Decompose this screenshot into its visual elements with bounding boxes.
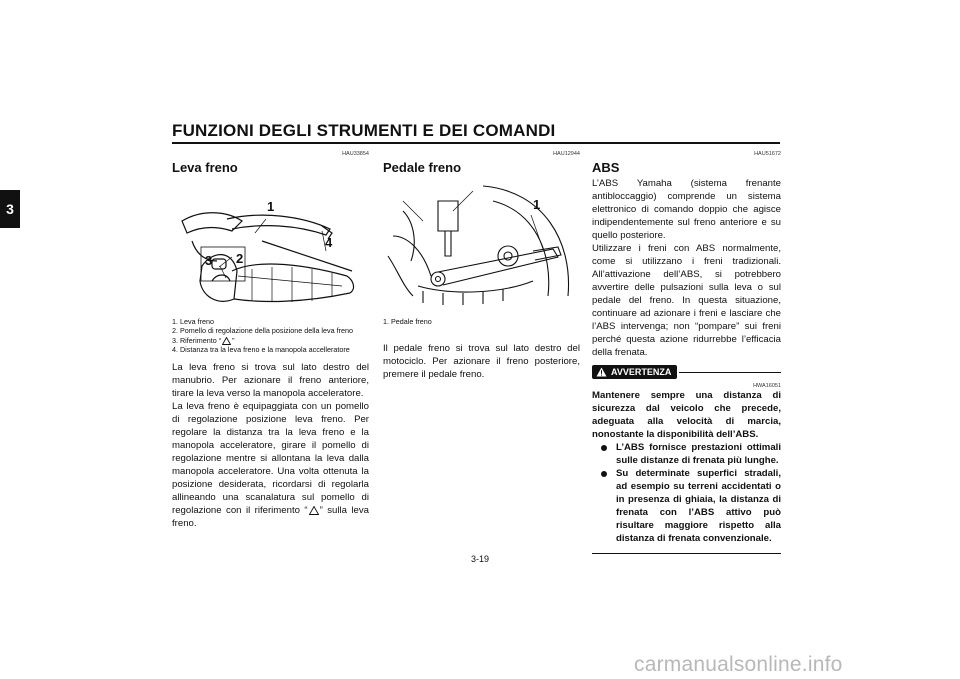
figure-label-3: 3 — [205, 253, 213, 268]
figure-label-1: 1 — [533, 197, 541, 212]
page-title: FUNZIONI DEGLI STRUMENTI E DEI COMANDI — [172, 121, 556, 140]
paragraph-1: L’ABS Yamaha (sistema frenante antibloccaggio) comprende un sistema elettronico di comando doppio che agisce indipendentemente sul freno anteriore e su quello posteriore. — [592, 178, 781, 241]
caption-1: 1. Pedale freno — [383, 317, 432, 326]
watermark: carmanualsonline.info — [634, 653, 843, 676]
caption-3: 3. Riferimento “ ” — [172, 335, 235, 345]
page-number: 3-19 — [470, 554, 489, 564]
reference-mark-icon — [222, 337, 231, 345]
caption-2: 2. Pomello di regolazione della posizione della leva freno — [172, 326, 354, 336]
paragraph-1: Il pedale freno si trova sul lato destro del motociclo. Per azionare il freno posteriore, premere il pedale freno. — [383, 343, 580, 381]
bullet-icon — [601, 471, 607, 477]
paragraph-2: La leva freno è equipaggiata con un pomello di regolazione posizione leva freno. Per regolare la distanza tra la leva freno e la manopola acceleratore, girare il pomello di regolazione mentre si allontana la leva dalla manopola acceleratore. Una volta ottenuta la posizione desiderata, ricordarsi di regolarla allineando una scanalatura sul pomello di regolazione con il riferimento “ ” sulla leva freno. — [172, 400, 369, 529]
warning-header — [592, 365, 781, 379]
list-item: Su determinate superfici stradali, ad esempio su terreni accidentati o in presenza di ghiaia, la distanza di frenata con l’ABS attivo può risultare maggiore rispetto alla distanza di frenata convenzionale. — [592, 467, 781, 545]
warning-label: AVVERTENZA — [611, 367, 672, 377]
section-heading: ABS — [592, 160, 620, 175]
paragraph-2: Utilizzare i freni con ABS normalmente, come si utilizzano i freni tradizionali. All’attivazione dell’ABS, si potrebbero avvertire delle pulsazioni sulla leva o sul pedale del freno. In questa situazione, continuare ad azionare i freni e lasciare che l’ABS intervenga; non “pompare” sui freni perché questa azione ridurrebbe l’efficacia della frenata. — [592, 243, 781, 358]
brake-pedal-illustration — [383, 181, 580, 311]
figure-captions — [172, 317, 369, 355]
bullet-icon — [601, 445, 607, 451]
reference-mark-icon — [309, 506, 319, 515]
title-rule — [172, 142, 780, 144]
figure-captions — [383, 317, 580, 326]
caption-1: 1. Leva freno — [172, 317, 214, 326]
paragraph-1: La leva freno si trova sul lato destro del manubrio. Per azionare il freno anteriore, tirare la leva verso la manopola acceleratore. — [172, 361, 369, 399]
section-code: HAU33854 — [342, 151, 369, 157]
figure-label-2: 2 — [236, 251, 244, 266]
caption-4: 4. Distanza tra la leva freno e la manopola accelleratore — [172, 345, 350, 355]
section-abs — [592, 150, 781, 554]
brake-lever-figure — [172, 181, 369, 311]
warning-rule — [679, 372, 781, 373]
figure-label-1: 1 — [267, 199, 275, 214]
brake-pedal-figure — [383, 181, 580, 311]
section-heading: Pedale freno — [383, 160, 462, 175]
warning-badge — [592, 365, 677, 379]
warning-icon — [596, 367, 607, 377]
chapter-tab: 3 — [0, 190, 20, 228]
section-brake-pedal — [383, 150, 580, 381]
list-item: L’ABS fornisce prestazioni ottimali sulle distanze di frenata più lunghe. — [592, 441, 781, 467]
warning-bullets — [592, 441, 781, 545]
figure-label-4: 4 — [325, 235, 333, 250]
section-code: HAU12944 — [553, 151, 580, 157]
section-brake-lever — [172, 150, 369, 530]
section-heading: Leva freno — [172, 160, 238, 175]
section-code: HAU51672 — [754, 151, 781, 157]
warning-code: HWA16051 — [753, 383, 781, 389]
warning-text: Mantenere sempre una distanza di sicurezza dal veicolo che precede, adeguata alla velocità di marcia, nonostante la disponibilità dell’ABS. — [592, 390, 781, 440]
